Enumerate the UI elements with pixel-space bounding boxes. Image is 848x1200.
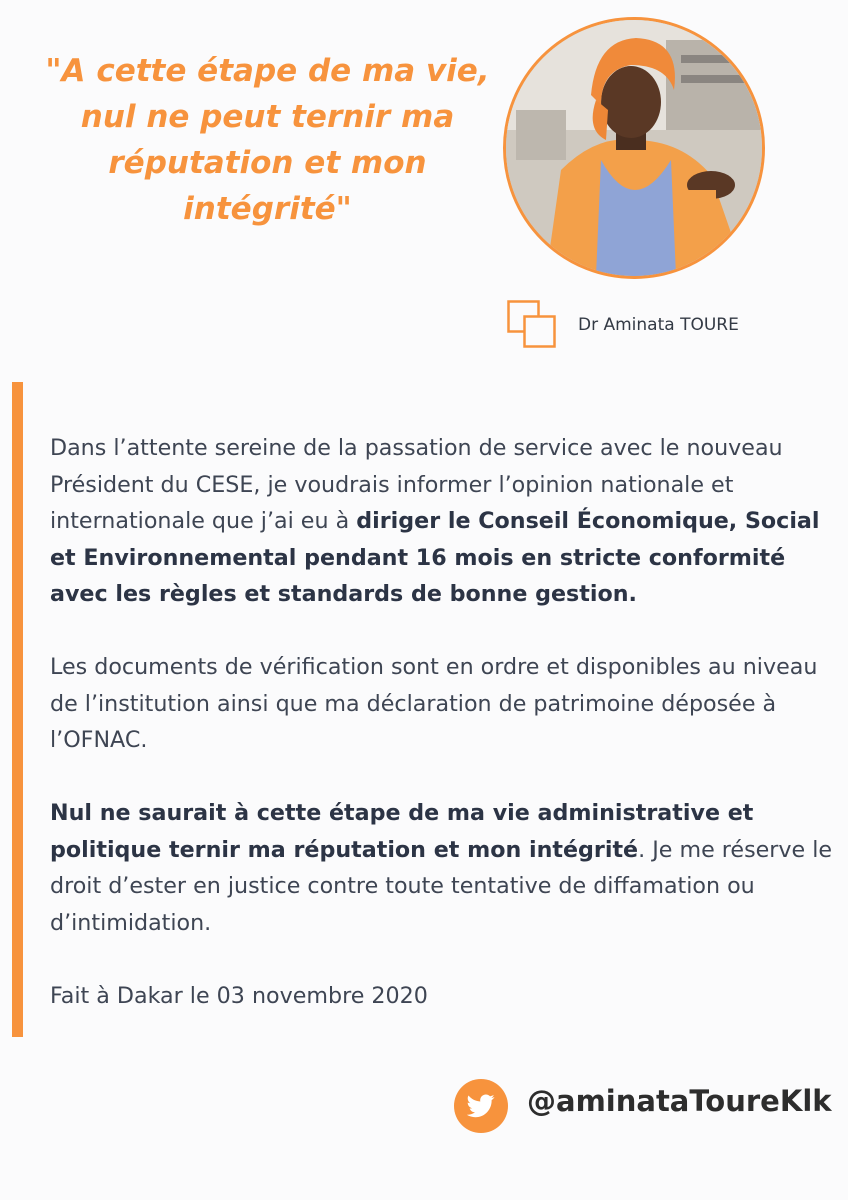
paragraph-text: Dans l’attente sereine de la passation de service avec le nouveau Président du CESE, je voudrais informer l’opinion nationale et internationale que j’ai eu à [50,435,783,534]
author-name: Dr Aminata TOURE [578,315,739,335]
overlapping-squares-icon [507,300,557,348]
quote-line: "A cette étape de ma vie, [45,53,490,89]
paragraph [50,430,835,613]
portrait-image [506,20,762,276]
emphasis-text: Nul ne saurait à cette étape de ma vie administrative et politique ternir ma réputation et mon intégrité [50,800,754,863]
quote-line: intégrité" [183,191,352,227]
twitter-handle[interactable]: @aminataToureKlk [527,1084,832,1118]
paragraph-text: . Je me réserve le droit d’ester en justice contre toute tentative de diffamation ou d’intimidation. [50,836,833,936]
signature-date: Fait à Dakar le 03 novembre 2020 [50,982,428,1009]
statement-body [50,430,835,1051]
pull-quote [40,48,495,232]
quote-line: nul ne peut ternir ma [80,99,455,135]
accent-bar [12,382,23,1037]
twitter-badge[interactable] [454,1079,508,1133]
paragraph: Les documents de vérification sont en ordre et disponibles au niveau de l’institution ainsi que ma déclaration de patrimoine déposée à l’OFNAC. [50,654,818,753]
paragraph [50,795,835,941]
author-portrait [503,17,765,279]
quote-line: réputation et mon [108,145,427,181]
emphasis-text: diriger le Conseil Économique, Social et Environnemental pendant 16 mois en stricte conformité avec les règles et standards de bonne gestion. [50,508,820,607]
twitter-icon [467,1094,495,1118]
